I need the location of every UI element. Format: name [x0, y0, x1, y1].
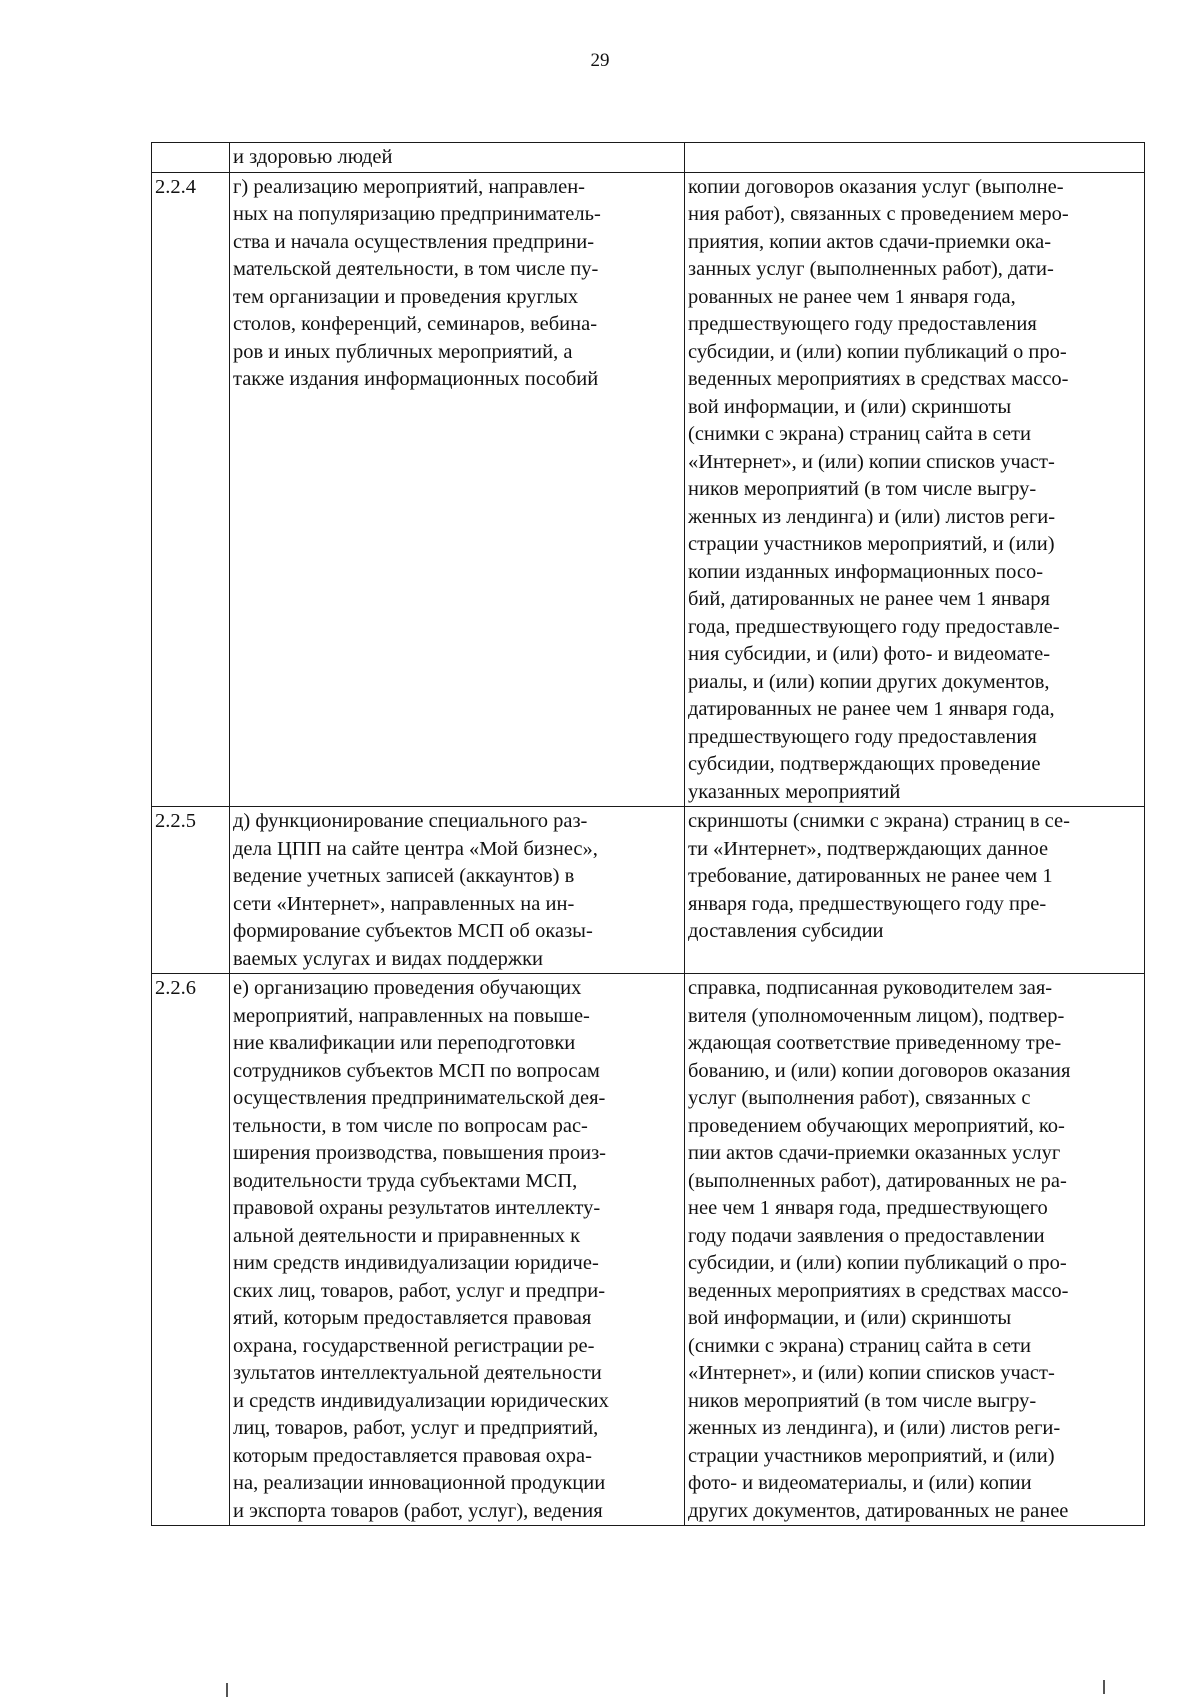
documents-line: пии актов сдачи-приемки оказанных услуг	[688, 1142, 1061, 1164]
documents-line: субсидии, и (или) копии публикаций о про-	[688, 1252, 1067, 1274]
documents-line: ников мероприятий (в том числе выгру-	[688, 478, 1037, 500]
documents-line: субсидии, и (или) копии публикаций о про-	[688, 340, 1067, 363]
description-line: мательской деятельности, в том числе пу-	[233, 258, 599, 280]
description-line: тем организации и проведения круглых	[233, 285, 579, 308]
supporting-documents-cell	[685, 143, 1145, 173]
table-row	[152, 974, 1145, 1526]
documents-line: ти «Интернет», подтверждающих данное	[688, 837, 1049, 860]
supporting-documents-cell	[685, 807, 1145, 974]
documents-line: женных из лендинга) и (или) листов реги-	[688, 505, 1056, 528]
documents-line: датированных не ранее чем 1 января года,	[688, 698, 1055, 720]
description-line: также издания информационных пособий	[233, 368, 599, 390]
documents-line: указанных мероприятий	[688, 780, 901, 803]
documents-line: предшествующего году предоставления	[688, 313, 1037, 335]
description-line: осуществления предпринимательской дея-	[233, 1087, 606, 1109]
description-line: ширения производства, повышения произ-	[233, 1142, 607, 1164]
documents-line: копии договоров оказания услуг (выполне-	[688, 175, 1064, 198]
documents-line: проведением обучающих мероприятий, ко-	[688, 1114, 1065, 1137]
description-line: и здоровью людей	[233, 146, 393, 168]
description-line: ных на популяризацию предприниматель-	[233, 203, 601, 225]
documents-line: ждающая соответствие приведенному тре-	[688, 1032, 1062, 1054]
description-line: г) реализацию мероприятий, направлен-	[233, 175, 586, 198]
description-line: формирование субъектов МСП об оказы-	[233, 920, 593, 942]
requirement-description-cell	[230, 172, 685, 807]
description-line: мероприятий, направленных на повыше-	[233, 1004, 590, 1027]
documents-line: ников мероприятий (в том числе выгру-	[688, 1389, 1037, 1412]
description-line: д) функционирование специального раз-	[233, 810, 588, 832]
description-line: ние квалификации или переподготовки	[233, 1032, 576, 1054]
requirements-table	[151, 142, 1145, 1526]
table-body	[152, 143, 1145, 1526]
documents-line: услуг (выполнения работ), связанных с	[688, 1087, 1031, 1109]
documents-line: страции участников мероприятий, и (или)	[688, 533, 1055, 555]
scan-mark-right	[1103, 1680, 1105, 1694]
documents-line: рованных не ранее чем 1 января года,	[688, 285, 1016, 308]
description-line: ятий, которым предоставляется правовая	[233, 1307, 592, 1329]
documents-line: приятия, копии актов сдачи-приемки ока-	[688, 230, 1052, 253]
item-number-cell	[152, 143, 230, 173]
description-line: альной деятельности и приравненных к	[233, 1224, 581, 1247]
documents-line: других документов, датированных не ранее	[688, 1499, 1069, 1522]
documents-line: справка, подписанная руководителем зая-	[688, 977, 1053, 999]
item-number-cell: 2.2.6	[152, 974, 230, 1526]
documents-line: бованию, и (или) копии договоров оказания	[688, 1059, 1071, 1082]
documents-line: женных из лендинга), и (или) листов реги-	[688, 1417, 1061, 1439]
documents-line: страции участников мероприятий, и (или)	[688, 1444, 1055, 1467]
documents-line: января года, предшествующего году пре-	[688, 892, 1047, 915]
documents-line: вой информации, и (или) скриншоты	[688, 395, 1012, 418]
documents-line: копии изданных информационных посо-	[688, 560, 1044, 583]
documents-line: ния субсидии, и (или) фото- и видеомате-	[688, 643, 1051, 665]
documents-line: бий, датированных не ранее чем 1 января	[688, 588, 1050, 610]
documents-line: вителя (уполномоченным лицом), подтвер-	[688, 1004, 1065, 1027]
documents-line: доставления субсидии	[688, 920, 884, 942]
documents-line: нее чем 1 января года, предшествующего	[688, 1197, 1048, 1219]
description-line: ним средств индивидуализации юридиче-	[233, 1252, 599, 1274]
documents-line: вой информации, и (или) скриншоты	[688, 1307, 1012, 1329]
documents-line: ния работ), связанных с проведением меро-	[688, 203, 1069, 225]
item-number-cell: 2.2.5	[152, 807, 230, 974]
documents-line: (снимки с экрана) страниц сайта в сети	[688, 1334, 1031, 1357]
description-line: на, реализации инновационной продукции	[233, 1472, 606, 1494]
description-line: охрана, государственной регистрации ре-	[233, 1334, 595, 1357]
documents-line: субсидии, подтверждающих проведение	[688, 753, 1041, 775]
description-line: ства и начала осуществления предприни-	[233, 230, 595, 253]
documents-line: скриншоты (снимки с экрана) страниц в се-	[688, 810, 1070, 832]
documents-line: веденных мероприятиях в средствах массо-	[688, 1279, 1069, 1302]
description-line: водительности труда субъектами МСП,	[233, 1169, 578, 1192]
description-line: сети «Интернет», направленных на ин-	[233, 892, 575, 915]
documents-line: (снимки с экрана) страниц сайта в сети	[688, 423, 1031, 445]
description-line: которым предоставляется правовая охра-	[233, 1444, 592, 1467]
documents-line: занных услуг (выполненных работ), дати-	[688, 258, 1054, 280]
description-line: ведение учетных записей (аккаунтов) в	[233, 865, 575, 887]
description-line: тельности, в том числе по вопросам рас-	[233, 1114, 588, 1137]
documents-line: предшествующего году предоставления	[688, 725, 1037, 748]
documents-line: «Интернет», и (или) копии списков участ-	[688, 450, 1055, 473]
page-number: 29	[590, 50, 610, 71]
description-line: ваемых услугах и видах поддержки	[233, 947, 544, 970]
requirement-description-cell	[230, 974, 685, 1526]
supporting-documents-cell	[685, 172, 1145, 807]
description-line: е) организацию проведения обучающих	[233, 977, 582, 999]
requirement-description-cell	[230, 143, 685, 173]
table-row	[152, 143, 1145, 173]
description-line: лиц, товаров, работ, услуг и предприятий,	[233, 1417, 599, 1439]
requirement-description-cell	[230, 807, 685, 974]
description-line: дела ЦПП на сайте центра «Мой бизнес»,	[233, 837, 598, 860]
scan-mark-left	[226, 1683, 228, 1697]
description-line: и средств индивидуализации юридических	[233, 1389, 609, 1412]
description-line: сотрудников субъектов МСП по вопросам	[233, 1059, 600, 1082]
documents-line: риалы, и (или) копии других документов,	[688, 670, 1050, 693]
item-number-cell: 2.2.4	[152, 172, 230, 807]
description-line: ских лиц, товаров, работ, услуг и предпри-	[233, 1279, 606, 1302]
documents-line: году подачи заявления о предоставлении	[688, 1224, 1045, 1247]
supporting-documents-cell	[685, 974, 1145, 1526]
documents-line: веденных мероприятиях в средствах массо-	[688, 368, 1069, 390]
description-line: правовой охраны результатов интеллекту-	[233, 1197, 601, 1219]
description-line: столов, конференций, семинаров, вебина-	[233, 313, 598, 335]
documents-line: года, предшествующего году предоставле-	[688, 615, 1060, 638]
documents-line: фото- и видеоматериалы, и (или) копии	[688, 1472, 1032, 1494]
table-row	[152, 172, 1145, 807]
description-line: зультатов интеллектуальной деятельности	[233, 1362, 602, 1384]
description-line: ров и иных публичных мероприятий, а	[233, 340, 573, 363]
documents-line: (выполненных работ), датированных не ра-	[688, 1169, 1067, 1192]
documents-line: требование, датированных не ранее чем 1	[688, 865, 1053, 887]
documents-line: «Интернет», и (или) копии списков участ-	[688, 1362, 1055, 1384]
table-row	[152, 807, 1145, 974]
description-line: и экспорта товаров (работ, услуг), ведения	[233, 1499, 603, 1522]
